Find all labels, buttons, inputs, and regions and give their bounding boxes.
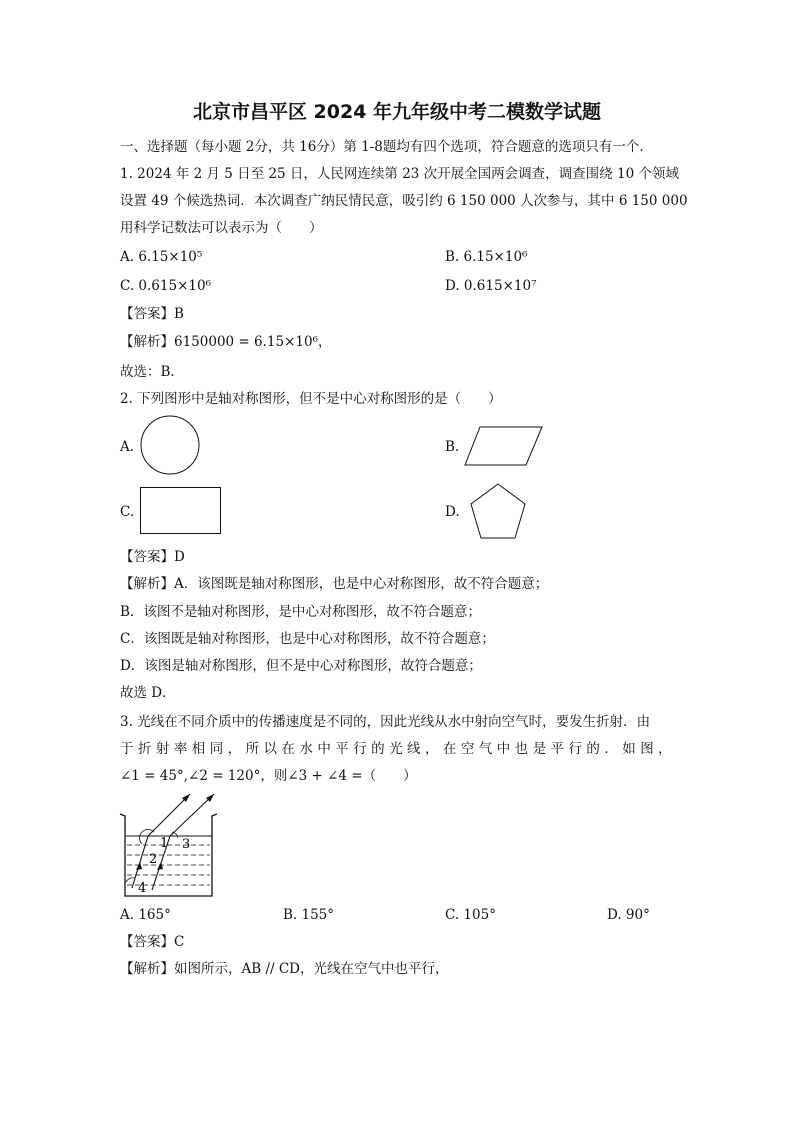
- q2-label-d: D.: [445, 504, 460, 520]
- q3-line2-char: 在: [281, 741, 295, 757]
- q3-option-a: A. 165°: [120, 907, 171, 923]
- q3-line2-char: 如: [622, 741, 636, 757]
- q3-line2-char: ，: [424, 741, 439, 757]
- q3-line2-char: 所: [245, 741, 260, 757]
- q2-analysis-d: D．该图是轴对称图形，但不是中心对称图形，故符合题意；: [120, 658, 482, 674]
- q3-line2-char: 行: [353, 741, 367, 757]
- q3-line2-char: 行: [568, 741, 582, 757]
- q2-stem: 2. 下列图形中是轴对称图形，但不是中心对称图形的是（ ）: [120, 391, 502, 407]
- angle-label-1: 1: [160, 836, 169, 851]
- q2-label-c: C.: [120, 504, 135, 520]
- pentagon-figure: [470, 483, 528, 541]
- q2-conclusion: 故选 D．: [120, 685, 176, 701]
- q3-line2-char: 相: [191, 741, 206, 757]
- q3-line2-char: 也: [514, 741, 529, 757]
- q3-stem-line-2: [120, 740, 672, 758]
- q3-option-b: B. 155°: [283, 907, 335, 923]
- q3-line2-char: ．: [604, 741, 618, 757]
- q3-line2-char: 平: [550, 741, 564, 757]
- q3-line2-char: 水: [299, 741, 313, 757]
- q3-line2-char: 以: [263, 741, 277, 757]
- q3-line2-char: 同: [209, 741, 224, 757]
- q3-line2-char: 在: [442, 741, 457, 757]
- q3-stem-line-1: 3. 光线在不同介质中的传播速度是不同的，因此光线从水中射向空气时，要发生折射．由: [120, 714, 651, 730]
- q3-line2-char: 图: [640, 741, 654, 757]
- q1-conclusion: 故选：B．: [120, 364, 184, 380]
- q3-line2-char: ，: [658, 741, 672, 757]
- q1-stem-line-1: 1. 2024 年 2 月 5 日至 25 日，人民网连续第 23 次开展全国两会调查，调查围绕 10 个领域: [120, 166, 679, 182]
- q3-line2-char: 是: [532, 741, 547, 757]
- q3-line2-char: 空: [460, 741, 475, 757]
- q3-line2-char: 线: [407, 741, 421, 757]
- q3-line2-char: 光: [389, 741, 403, 757]
- q3-line2-char: 率: [173, 741, 188, 757]
- q2-analysis-a: 【解析】A．该图既是轴对称图形，也是中心对称图形，故不符合题意；: [120, 576, 549, 592]
- q1-stem-line-3: 用科学记数法可以表示为（ ）: [120, 220, 323, 236]
- q2-label-a: A.: [120, 439, 135, 455]
- q2-analysis-c: C．该图既是轴对称图形，也是中心对称图形，故不符合题意；: [120, 631, 495, 647]
- q3-line2-char: 气: [478, 741, 493, 757]
- q3-analysis: 【解析】如图所示，AB // CD，光线在空气中也平行，: [120, 961, 449, 977]
- circle-figure: [140, 416, 202, 476]
- angle-label-3: 3: [182, 837, 191, 852]
- page-title: 北京市昌平区 2024 年九年级中考二模数学试题: [192, 101, 602, 123]
- q3-line2-char: ，: [227, 741, 242, 757]
- q1-option-a: A. 6.15×10⁵: [120, 249, 203, 265]
- refraction-figure: [118, 792, 228, 900]
- q2-label-b: B.: [445, 439, 460, 455]
- q1-option-c: C. 0.615×10⁶: [120, 278, 211, 294]
- q3-line2-char: 折: [137, 741, 152, 757]
- rectangle-figure: [140, 487, 222, 535]
- q1-analysis: 【解析】6150000 = 6.15×10⁶，: [120, 334, 332, 350]
- q3-line2-char: 平: [335, 741, 349, 757]
- q3-line2-char: 中: [317, 741, 331, 757]
- parallelogram-figure: [464, 426, 546, 468]
- q2-analysis-b: B．该图不是轴对称图形，是中心对称图形，故不符合题意；: [120, 604, 481, 620]
- q2-answer: 【答案】D: [120, 549, 185, 565]
- q1-option-b: B. 6.15×10⁶: [445, 249, 528, 265]
- q1-answer: 【答案】B: [120, 306, 184, 322]
- q3-option-c: C. 105°: [445, 907, 496, 923]
- q3-line2-char: 的: [586, 741, 600, 757]
- q3-answer: 【答案】C: [120, 934, 185, 950]
- q3-line2-char: 中: [496, 741, 511, 757]
- q3-line2-char: 的: [371, 741, 385, 757]
- q3-line2-char: 于: [120, 741, 134, 757]
- angle-label-4: 4: [138, 881, 147, 896]
- q3-option-d: D. 90°: [607, 907, 650, 923]
- section-heading: 一、选择题（每小题 2分，共 16分）第 1-8题均有四个选项，符合题意的选项只有一个.: [120, 139, 644, 155]
- q1-option-d: D. 0.615×10⁷: [445, 278, 537, 294]
- q3-line2-char: 射: [155, 741, 170, 757]
- angle-label-2: 2: [149, 852, 158, 867]
- q1-stem-line-2: 设置 49 个候选热词．本次调查广纳民情民意，吸引约 6 150 000 人次参与，其中 6 150 000: [120, 193, 688, 209]
- q3-stem-line-3: ∠1 = 45°,∠2 = 120°，则∠3 + ∠4 =（ ）: [120, 768, 417, 784]
